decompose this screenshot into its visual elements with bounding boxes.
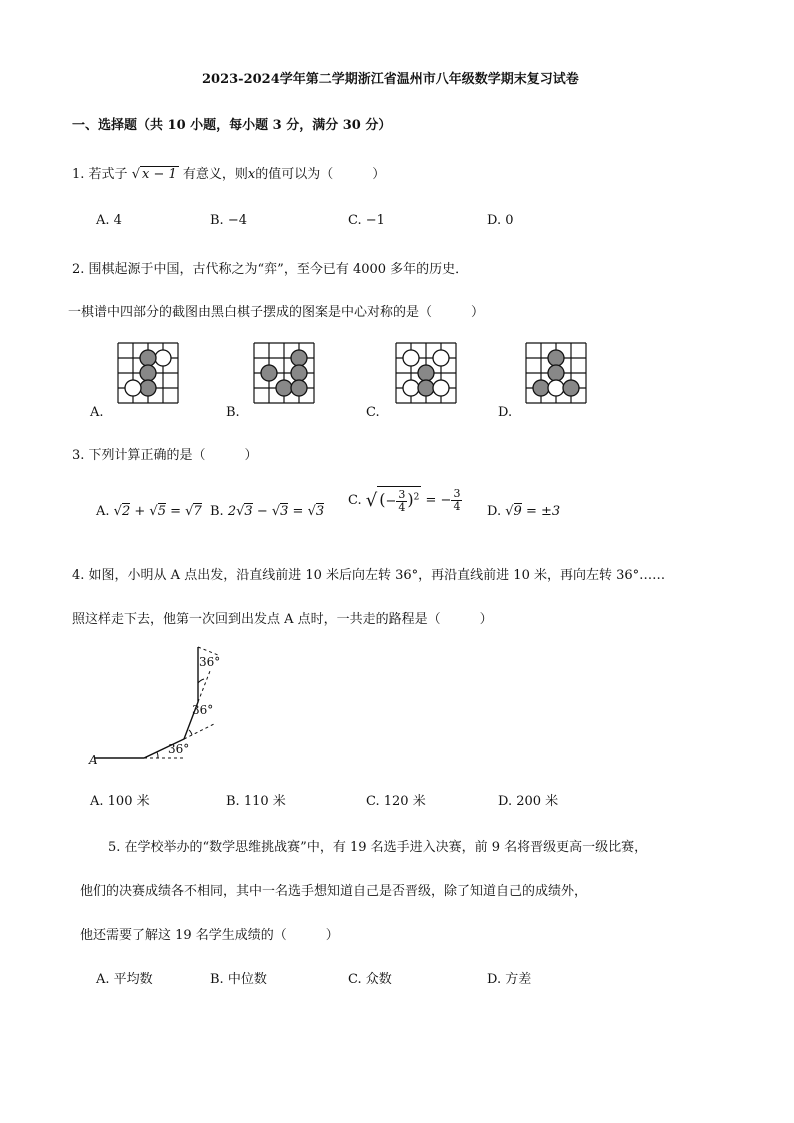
white-stone [433,380,449,396]
question-5-line1: 5. 在学校举办的“数学思维挑战赛”中，有 19 名选手进入决赛，前 9 名将晋级更高一级比赛， [108,840,648,855]
white-stone [403,350,419,366]
q4-option-b[interactable]: B. 110 米 [226,794,286,809]
black-stone [418,365,434,381]
black-stone [140,365,156,381]
go-board-b [244,340,324,410]
angle-label-1: 36° [168,742,190,756]
q2-option-a[interactable]: A. [90,405,104,420]
q5-option-c[interactable]: C. 众数 [348,972,392,987]
go-board-c [386,340,466,410]
angle-label-3: 36° [199,655,221,669]
black-stone [418,380,434,396]
q1-option-b[interactable]: B. −4 [210,213,247,228]
q3-option-d[interactable]: D. √9 = ±3 [487,504,561,519]
black-stone [548,350,564,366]
q3-option-c[interactable]: C. √ (− $\frac{3}{4}$ )$^2$ = − $\frac{3}{4}$ [348,486,461,514]
black-stone [548,365,564,381]
question-4-line2: 照这样走下去，他第一次回到出发点 A 点时，一共走的路程是（ ） [72,612,493,627]
section-heading: 一、选择题（共 10 小题，每小题 3 分，满分 30 分） [72,118,392,133]
white-stone [125,380,141,396]
black-stone [563,380,579,396]
question-2-line1: 2. 围棋起源于中国，古代称之为“弈”，至今已有 4000 多年的历史． [72,262,469,277]
black-stone [140,380,156,396]
black-stone [291,365,307,381]
page-title: 2023-2024学年第二学期浙江省温州市八年级数学期末复习试卷 [202,72,579,87]
q5-option-b[interactable]: B. 中位数 [210,972,267,987]
q1-option-a[interactable]: A. 4 [96,213,122,228]
white-stone [433,350,449,366]
q1-option-d[interactable]: D. 0 [487,213,514,228]
white-stone [548,380,564,396]
q5-option-d[interactable]: D. 方差 [487,972,532,987]
black-stone [261,365,277,381]
q4-option-d[interactable]: D. 200 米 [498,794,559,809]
question-1-stem: 1. 若式子 √ x − 1 有意义，则x的值可以为（ ） [72,167,386,182]
white-stone [155,350,171,366]
sqrt-expression: √ x − 1 [131,167,177,182]
q2-option-c[interactable]: C. [366,405,380,420]
black-stone [533,380,549,396]
question-5-line3: 他还需要了解这 19 名学生成绩的（ ） [80,928,339,943]
angle-label-2: 36° [192,703,214,717]
black-stone [140,350,156,366]
go-board-a [108,340,188,410]
q3-option-b[interactable]: B. 2√3 − √3 = √3 [210,504,325,519]
q4-option-c[interactable]: C. 120 米 [366,794,426,809]
question-3-stem: 3. 下列计算正确的是（ ） [72,448,258,463]
question-2-line2: 一棋谱中四部分的截图由黑白棋子摆成的图案是中心对称的是（ ） [68,305,485,320]
question-5-line2: 他们的决赛成绩各不相同，其中一名选手想知道自己是否晋级，除了知道自己的成绩外， [80,884,588,899]
q2-option-b[interactable]: B. [226,405,240,420]
go-board-d [516,340,596,410]
q1-option-c[interactable]: C. −1 [348,213,385,228]
white-stone [403,380,419,396]
q4-option-a[interactable]: A. 100 米 [90,794,150,809]
point-a-label: A [89,753,98,767]
black-stone [291,350,307,366]
black-stone [276,380,292,396]
q5-option-a[interactable]: A. 平均数 [96,972,153,987]
black-stone [291,380,307,396]
q3-option-a[interactable]: A. √2 + √5 = √7 [96,504,202,519]
question-4-line1: 4. 如图，小明从 A 点出发，沿直线前进 10 米后向左转 36°，再沿直线前进 10 米，再向左转 36°…… [72,568,666,583]
q2-option-d[interactable]: D. [498,405,513,420]
